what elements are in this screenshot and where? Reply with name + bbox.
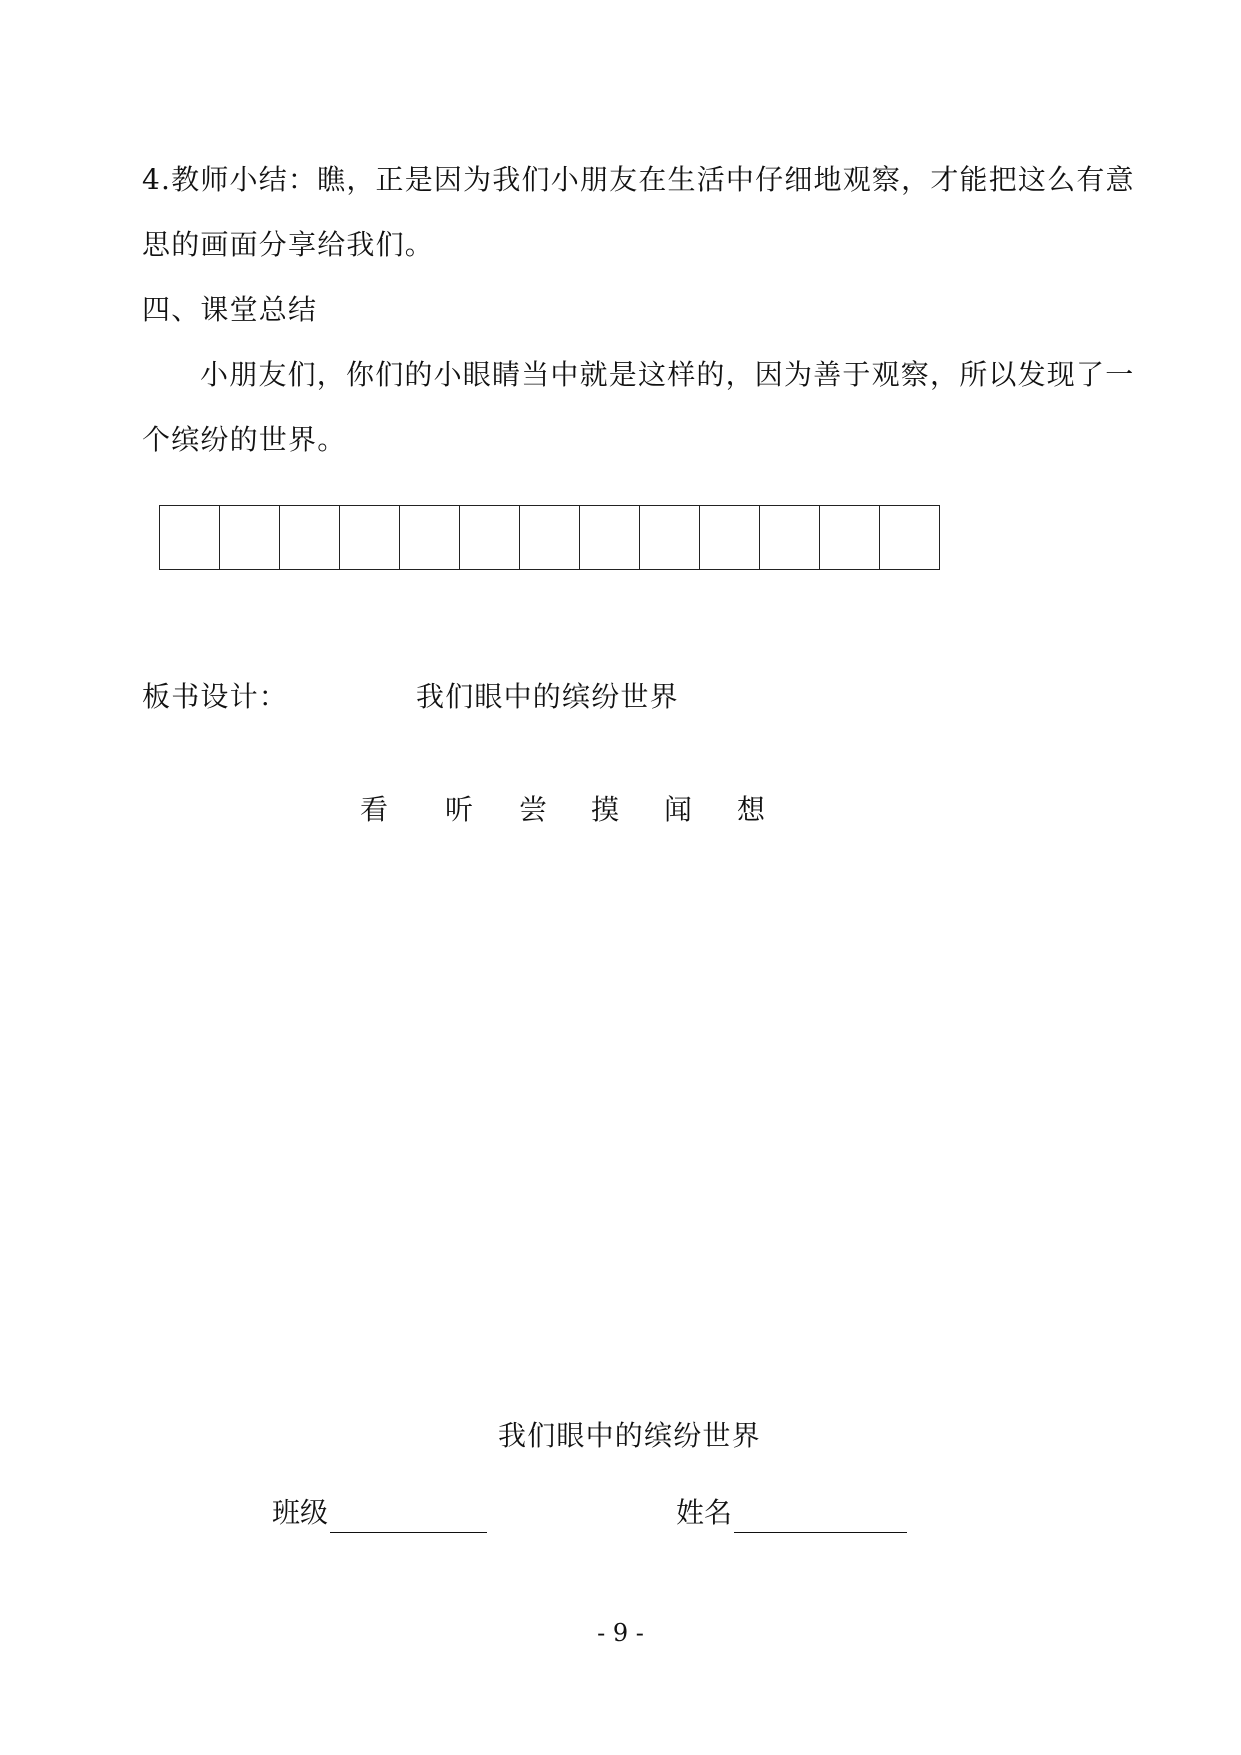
grid-cell[interactable] [280,506,340,569]
senses-row [0,790,1241,830]
board-design-title: 我们眼中的缤纷世界 [416,680,679,713]
sense-look: 看 [360,793,389,826]
name-blank-line[interactable] [734,1502,907,1533]
sense-touch: 摸 [591,793,620,826]
class-field [272,1493,487,1533]
worksheet-title: 我们眼中的缤纷世界 [498,1419,761,1452]
section-heading: 四、课堂总结 [142,293,318,326]
grid-cell[interactable] [400,506,460,569]
name-label: 姓名 [676,1496,733,1529]
grid-cell[interactable] [700,506,760,569]
summary-paragraph-line-2: 思的画面分享给我们。 [142,228,435,261]
writing-grid [159,505,940,570]
grid-cell[interactable] [820,506,880,569]
class-label: 班级 [272,1496,329,1529]
conclusion-paragraph-line-2: 个缤纷的世界。 [142,423,347,456]
sense-smell: 闻 [664,793,693,826]
class-blank-line[interactable] [330,1502,487,1533]
name-field [676,1493,907,1533]
page-number: - 9 - [597,1619,644,1647]
sense-think: 想 [737,793,766,826]
grid-cell[interactable] [160,506,220,569]
grid-cell[interactable] [340,506,400,569]
grid-cell[interactable] [520,506,580,569]
sense-taste: 尝 [519,793,548,826]
conclusion-paragraph-line-1: 小朋友们，你们的小眼睛当中就是这样的，因为善于观察，所以发现了一 [200,358,1135,391]
sense-listen: 听 [445,793,474,826]
board-design-label: 板书设计： [142,680,289,713]
grid-cell[interactable] [640,506,700,569]
summary-paragraph-line-1: 4.教师小结：瞧，正是因为我们小朋友在生活中仔细地观察，才能把这么有意 [142,163,1135,196]
grid-cell[interactable] [460,506,520,569]
grid-cell[interactable] [880,506,940,569]
grid-cell[interactable] [580,506,640,569]
grid-cell[interactable] [220,506,280,569]
grid-cell[interactable] [760,506,820,569]
